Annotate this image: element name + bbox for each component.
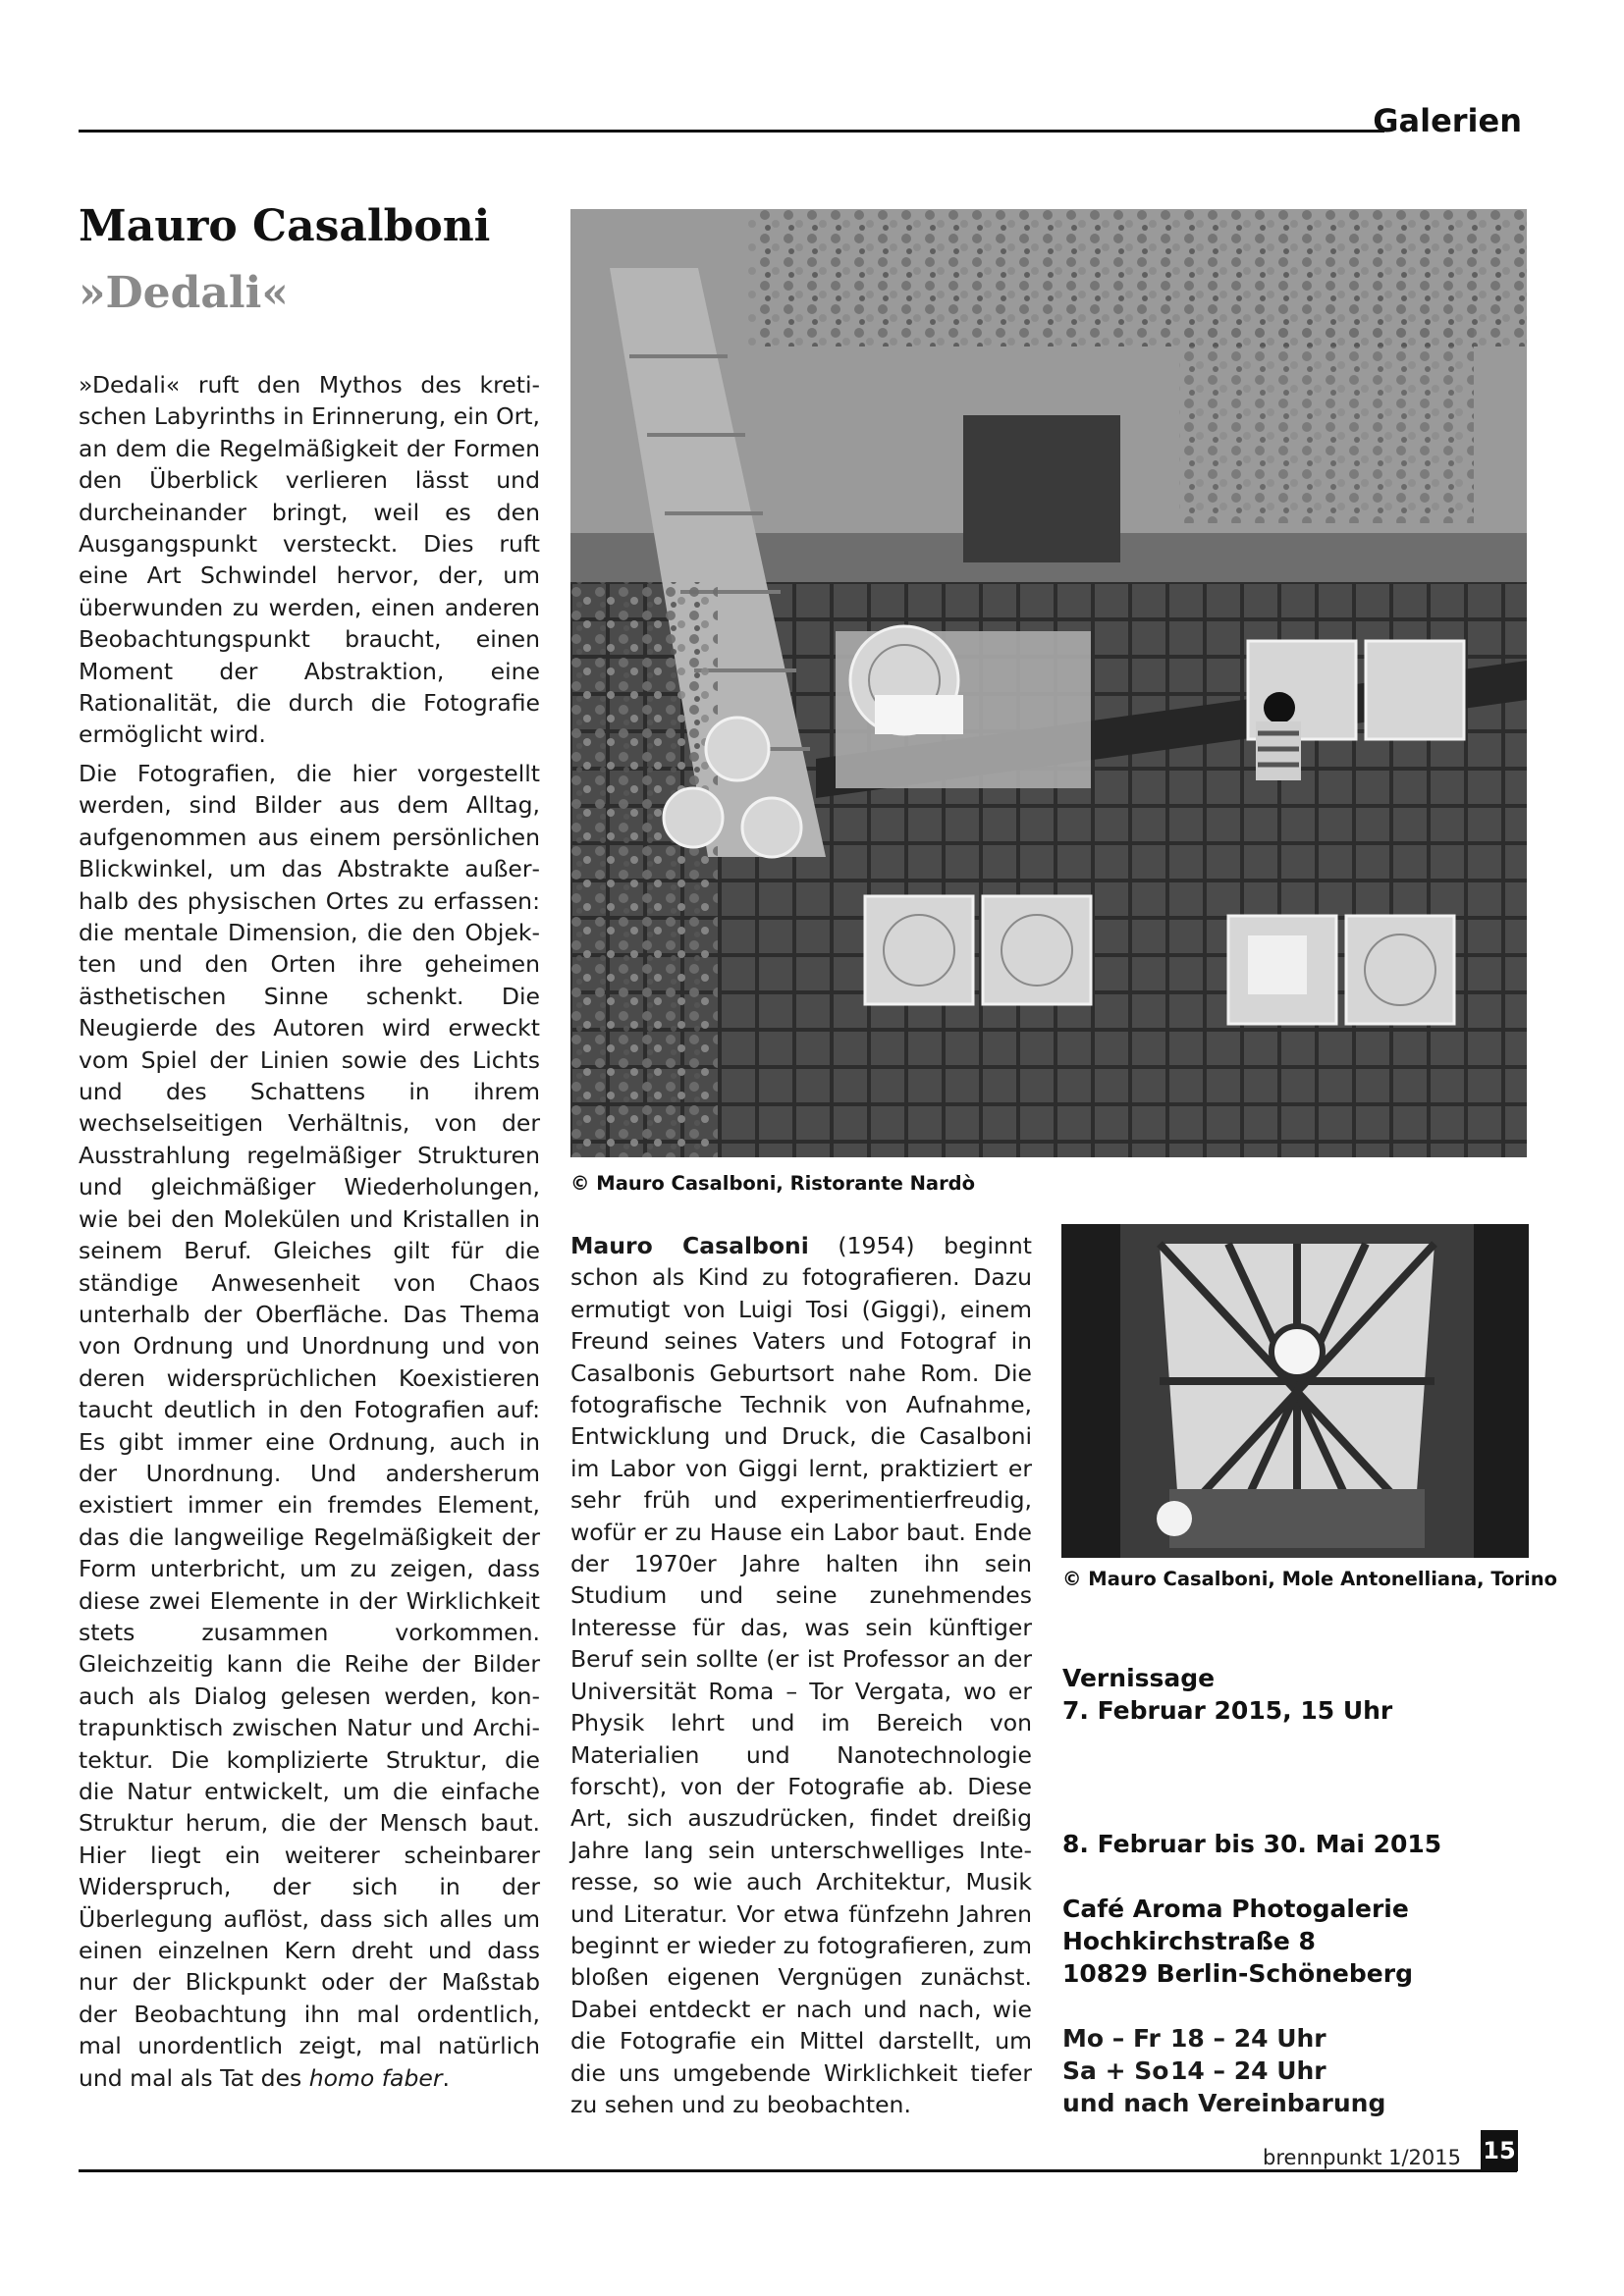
hours-time: 14 – 24 Uhr	[1170, 2056, 1326, 2085]
article-title: Mauro Casalboni	[79, 201, 491, 251]
header-rule	[79, 130, 1384, 133]
emphasis-text: homo faber	[308, 2063, 443, 2092]
bio-text: (1954) beginnt schon als Kind zu fotografieren. Dazu ermutigt von Luigi Tosi (Giggi), einem Freund seines Vaters und Fotograf in Casalbonis Geburtsort nahe Rom. Die fotografische Technik von Aufnahme, Entwicklung und Druck, die Casalboni im Labor von Giggi lernt, praktiziert er sehr früh und experimentierfreudig, wofür er zu Hause ein Labor baut. Ende der 1970er Jahre halten ihn sein Studium und seine zunehmendes Interesse für das, was sein künftiger Beruf sein sollte (er ist Professor an der Universität Roma – Tor Vergata, wo er Physik lehrt und im Bereich von Materialien und Nanotechnologie forscht), von der Fotografie ab. Diese Art, sich auszudrücken, findet dreißig Jahre lang sein unterschwelliges Interesse, so wie auch Architektur, Musik und Literatur. Vor etwa fünfzehn Jahren beginnt er wieder zu fotografieren, zum bloßen eigenen Vergnügen zunächst. Dabei entdeckt er nach und nach, wie die Fotografie ein Mittel darstellt, um die uns umgebende Wirklichkeit tiefer zu sehen und zu beobachten.	[570, 1232, 1032, 2118]
dome-photo-svg	[1061, 1224, 1529, 1558]
exhibition-run: 8. Februar bis 30. Mai 2015	[1062, 1830, 1442, 1858]
venue-city: 10829 Berlin-Schöneberg	[1062, 1959, 1413, 1988]
hours-days: Mo – Fr	[1062, 2024, 1161, 2053]
venue-name: Café Aroma Photogalerie	[1062, 1895, 1409, 1923]
photo-caption-1: © Mauro Casalboni, Ristorante Nardò	[570, 1172, 976, 1195]
body-text: Die Fotografien, die hier vorgestellt werden, sind Bilder aus dem Alltag, aufgenommen aus einem persönlichen Blickwinkel, um das Abstrakte außerhalb des physischen Ortes zu erfassen: die mentale Dimension, die den Objekten und den Orten ihre geheimen ästhetischen Sinne schenkt. Die Neugierde des Autoren wird erweckt vom Spiel der Linien sowie des Lichts und des Schattens in ihrem wechselseitigen Verhältnis, von der Ausstrahlung regelmäßiger Strukturen und gleichmäßiger Wiederholungen, wie bei den Molekülen und Kristallen in seinem Beruf. Gleiches gilt für die ständige Anwesenheit von Chaos unterhalb der Oberfläche. Das Thema von Ordnung und Unordnung und von deren widersprüchlichen Koexistieren taucht deutlich in den Fotografien auf: Es gibt immer eine Ordnung, auch in der Unordnung. Und andersherum existiert immer ein fremdes Element, das die langweilige Regelmäßigkeit der Form unterbricht, um zu zeigen, dass diese zwei Elemente in der Wirklichkeit stets zusammen vorkommen. Gleichzeitig kann die Reihe der Bilder auch als Dialog gelesen werden, kontrapunktisch zwischen Natur und Architektur. Die komplizierte Struktur, die die Natur entwickelt, um die einfache Struktur herum, die der Mensch baut. Hier liegt ein weiterer scheinbarer Widerspruch, der sich in der Überlegung auflöst, dass sich alles um einen einzelnen Kern dreht und dass nur der Blickpunkt oder der Maßstab der Beobachtung ihn mal ordentlich, mal unordentlich zeigt, mal natürlich und mal als Tat des	[79, 760, 540, 2092]
photo-caption-2: © Mauro Casalboni, Mole Antonelliana, Torino	[1062, 1568, 1558, 1590]
page-number: 15	[1481, 2130, 1518, 2171]
photo-dome	[1061, 1224, 1529, 1558]
photo-courtyard	[570, 209, 1527, 1157]
venue-street: Hochkirchstraße 8	[1062, 1927, 1316, 1955]
courtyard-photo-svg	[570, 209, 1527, 1157]
vernissage-date: 7. Februar 2015, 15 Uhr	[1062, 1696, 1393, 1725]
article-column-1	[79, 369, 540, 2136]
body-text-end: .	[442, 2063, 450, 2092]
hours-row	[1062, 2055, 1385, 2087]
bio-paragraph	[570, 1230, 1032, 2120]
vernissage-label: Vernissage	[1062, 1664, 1216, 1692]
hours-row	[1062, 2022, 1385, 2055]
section-title: Galerien	[1373, 102, 1522, 139]
opening-hours	[1062, 2022, 1385, 2119]
publication-info: brennpunkt 1/2015	[1263, 2146, 1461, 2169]
hours-time: 18 – 24 Uhr	[1170, 2024, 1326, 2053]
hours-days: Sa + So	[1062, 2056, 1169, 2085]
intro-paragraph: »Dedali« ruft den Mythos des kretischen Labyrinths in Erinnerung, ein Ort, an dem die Regelmäßigkeit der Formen den Überblick verlieren lässt und durcheinander bringt, weil es den Ausgangspunkt versteckt. Dies ruft eine Art Schwindel hervor, der, um überwunden zu werden, einen anderen Beobachtungspunkt braucht, einen Moment der Abstraktion, eine Rationalität, die durch die Fotografie ermöglicht wird.	[79, 371, 540, 749]
bio-name: Mauro Casalboni	[570, 1232, 809, 1259]
body-paragraph	[79, 758, 540, 2094]
footer-rule	[79, 2169, 1517, 2172]
article-subtitle: »Dedali«	[79, 268, 289, 318]
hours-note: und nach Vereinbarung	[1062, 2089, 1386, 2117]
